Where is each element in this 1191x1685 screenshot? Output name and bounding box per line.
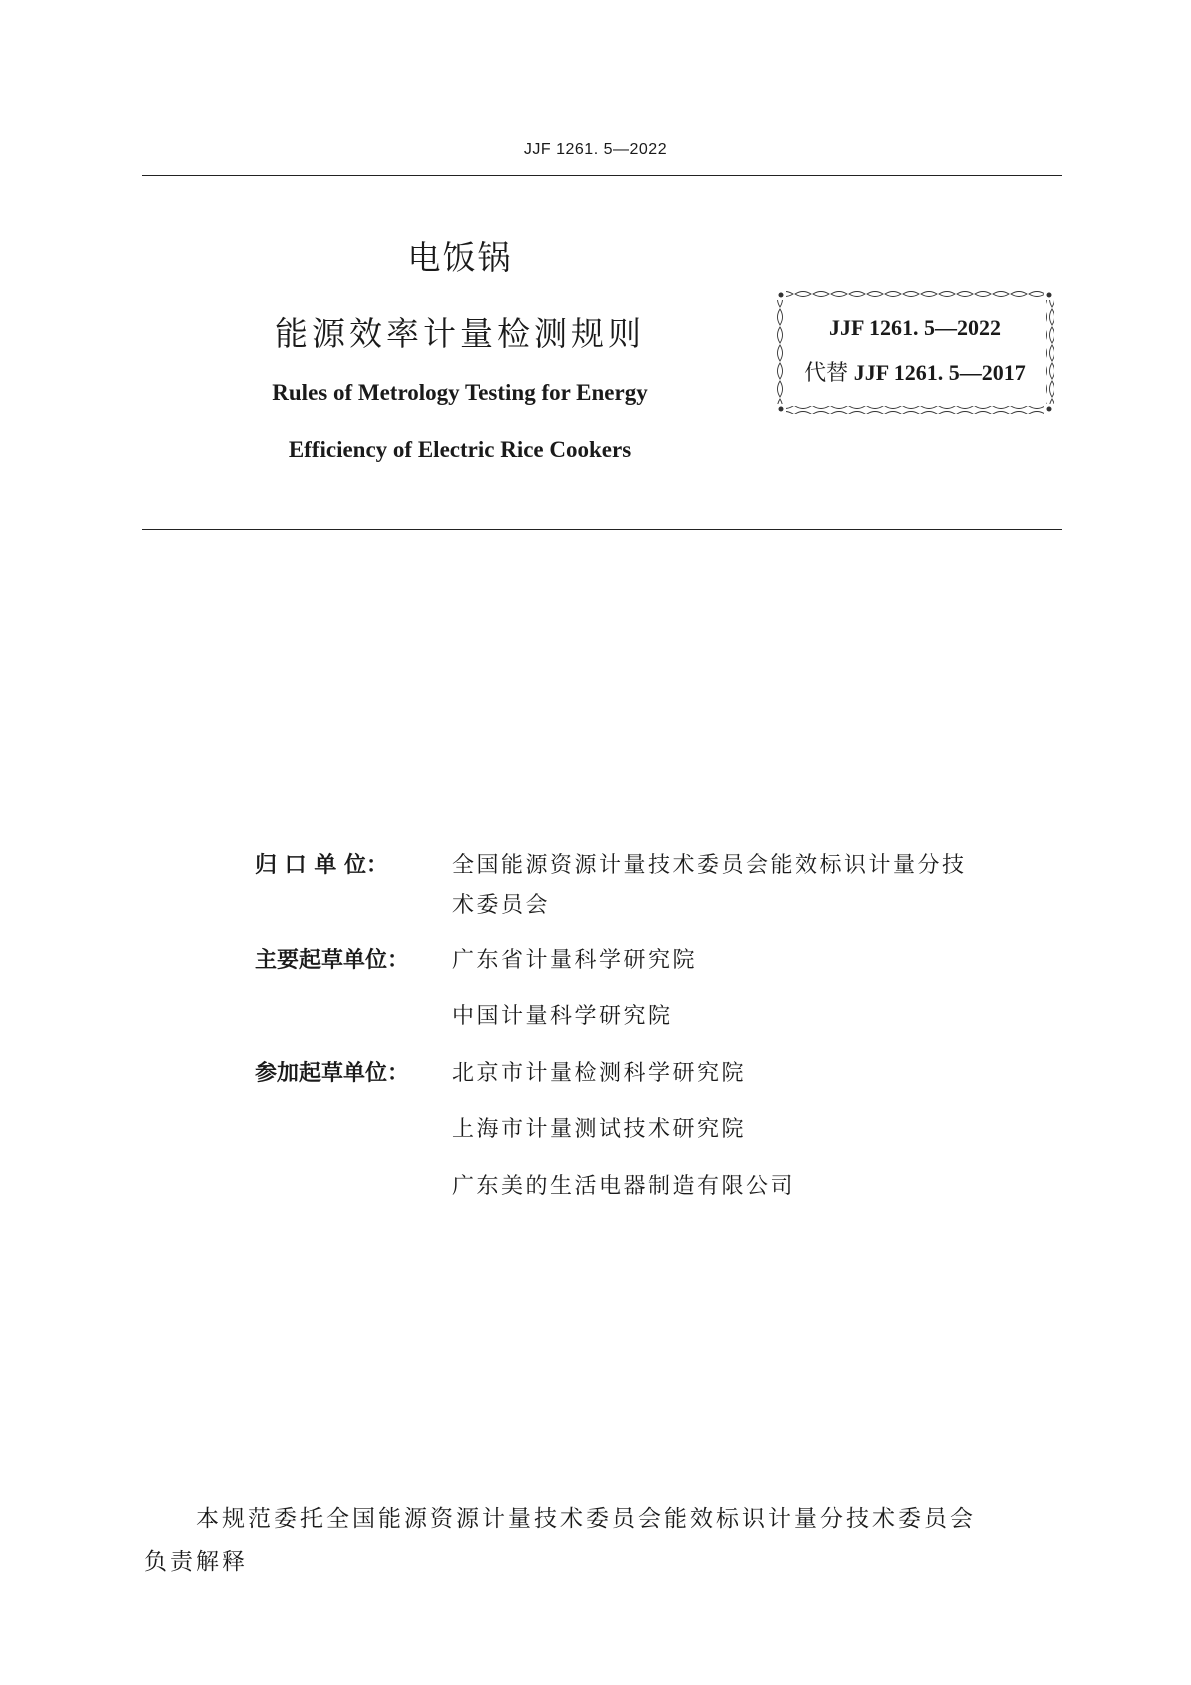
header-rule xyxy=(142,175,1062,176)
participating-label: 参加起草单位： xyxy=(255,1061,410,1086)
replace-prefix: 代替 xyxy=(804,361,849,386)
main-unit-2: 中国计量科学研究院 xyxy=(452,1004,673,1029)
main-label: 主要起草单位： xyxy=(255,948,410,973)
code-box-border xyxy=(776,290,1054,414)
header-code: JJF 1261. 5—2022 xyxy=(523,141,668,158)
code-box-replace xyxy=(776,356,1054,387)
responsible-line2: 术委员会 xyxy=(452,893,551,918)
title-en-line2: Efficiency of Electric Rice Cookers xyxy=(288,437,632,462)
participating-unit-2: 上海市计量测试技术研究院 xyxy=(452,1117,747,1142)
replace-code: JJF 1261. 5—2017 xyxy=(853,360,1026,385)
footer-line1: 本规范委托全国能源资源计量技术委员会能效标识计量分技术委员会 xyxy=(196,1506,976,1532)
footer-line2: 负责解释 xyxy=(144,1549,248,1575)
title-rule xyxy=(142,529,1062,530)
responsible-label: 归 口 单 位： xyxy=(255,853,388,878)
title-cn-line1: 电饭锅 xyxy=(407,238,513,277)
code-box-code: JJF 1261. 5—2022 xyxy=(828,315,1002,340)
responsible-line1: 全国能源资源计量技术委员会能效标识计量分技 xyxy=(452,853,967,878)
title-cn-line2: 能源效率计量检测规则 xyxy=(275,314,645,353)
main-unit-1: 广东省计量科学研究院 xyxy=(452,948,698,973)
code-box xyxy=(776,290,1054,414)
participating-unit-1: 北京市计量检测科学研究院 xyxy=(452,1061,747,1086)
participating-unit-3: 广东美的生活电器制造有限公司 xyxy=(452,1174,796,1199)
title-en-line1: Rules of Metrology Testing for Energy xyxy=(272,380,648,405)
